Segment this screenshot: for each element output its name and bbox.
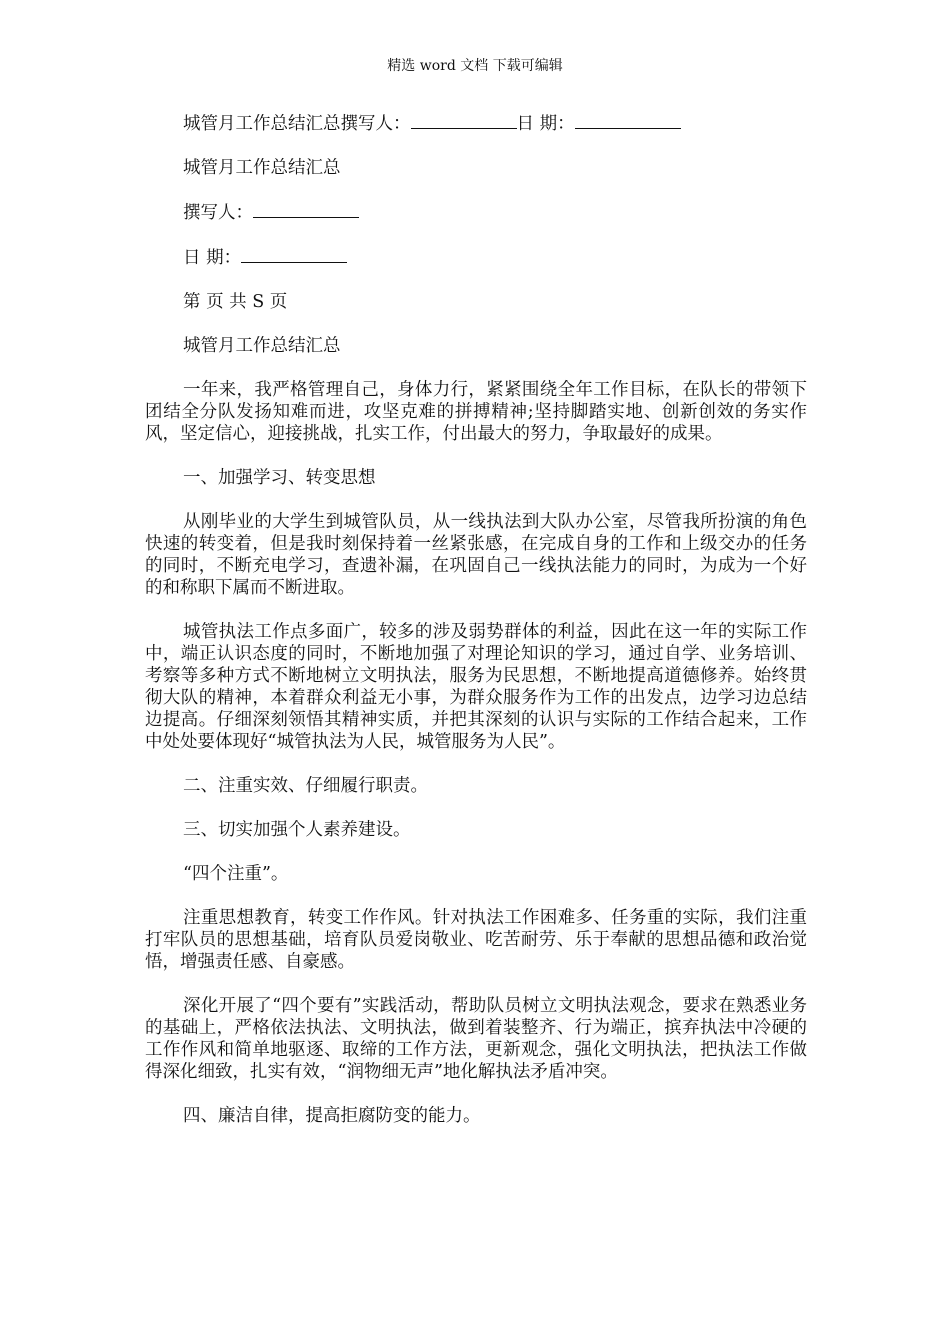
section-heading-1: 一、加强学习、转变思想: [183, 468, 376, 488]
section-heading-2: 二、注重实效、仔细履行职责。: [183, 776, 428, 796]
paragraph-study-2: 城管执法工作点多面广，较多的涉及弱势群体的利益，因此在这一年的实际工作中，端正认识态度的同时，不断地加强了对理论知识的学习，通过自学、业务培训、考察等多种方式不断地树立文明执法，服务为民思想，不断地提高道德修养。始终贯彻大队的精神，本着群众利益无小事，为群众服务作为工作的出发点，边学习边总结边提高。仔细深刻领悟其精神实质，并把其深刻的认识与实际的工作结合起来，工作中处处要体现好“城管执法为人民，城管服务为人民”。: [145, 622, 807, 752]
page-header: 精选 word 文档 下载可编辑: [387, 58, 563, 74]
author-blank-2: [253, 201, 359, 218]
paragraph-practice: 深化开展了“四个要有”实践活动，帮助队员树立文明执法观念，要求在熟悉业务的基础上，严格依法执法、文明执法，做到着装整齐、行为端正，摈弃执法中冷硬的工作作风和简单地驱逐、取缔的工作方法，更新观念，强化文明执法，把执法工作做得深化细致，扎实有效，“润物细无声”地化解执法矛盾冲突。: [145, 996, 807, 1082]
author-label: 撰写人：: [183, 203, 253, 223]
cover-title-author-label: 城管月工作总结汇总撰写人：: [183, 114, 411, 134]
date-blank: [575, 112, 681, 129]
subheading-four-focuses: “四个注重”。: [183, 864, 289, 884]
cover-date-label: 日 期：: [516, 114, 575, 134]
author-line: [145, 201, 807, 224]
paragraph-intro: 一年来，我严格管理自己，身体力行，紧紧围绕全年工作目标，在队长的带领下团结全分队发扬知难而进，攻坚克难的拼搏精神;坚持脚踏实地、创新创效的务实作风，坚定信心，迎接挑战，扎实工作，付出最大的努力，争取最好的成果。: [145, 380, 807, 444]
section-heading-4: 四、廉洁自律，提高拒腐防变的能力。: [183, 1106, 481, 1126]
cover-line-title-author-date: [145, 112, 807, 135]
paragraph-study-1: 从刚毕业的大学生到城管队员，从一线执法到大队办公室，尽管我所扮演的角色快速的转变着，但是我时刻保持着一丝紧张感，在完成自身的工作和上级交办的任务的同时，不断充电学习，查遗补漏，在巩固自己一线执法能力的同时，为成为一个好的和称职下属而不断进取。: [145, 512, 807, 598]
author-blank: [411, 112, 517, 129]
document-content: [145, 112, 807, 1149]
date-line: [145, 246, 807, 269]
document-title: 城管月工作总结汇总: [183, 336, 341, 356]
paragraph-ideology: 注重思想教育，转变工作作风。针对执法工作困难多、任务重的实际，我们注重打牢队员的思想基础，培育队员爱岗敬业、吃苦耐劳、乐于奉献的思想品德和政治觉悟，增强责任感、自豪感。: [145, 908, 807, 972]
cover-title: 城管月工作总结汇总: [183, 158, 341, 178]
section-heading-3: 三、切实加强个人素养建设。: [183, 820, 411, 840]
date-blank-2: [241, 246, 347, 263]
page-info: 第 页 共 S 页: [183, 292, 288, 312]
date-label: 日 期：: [183, 248, 242, 268]
